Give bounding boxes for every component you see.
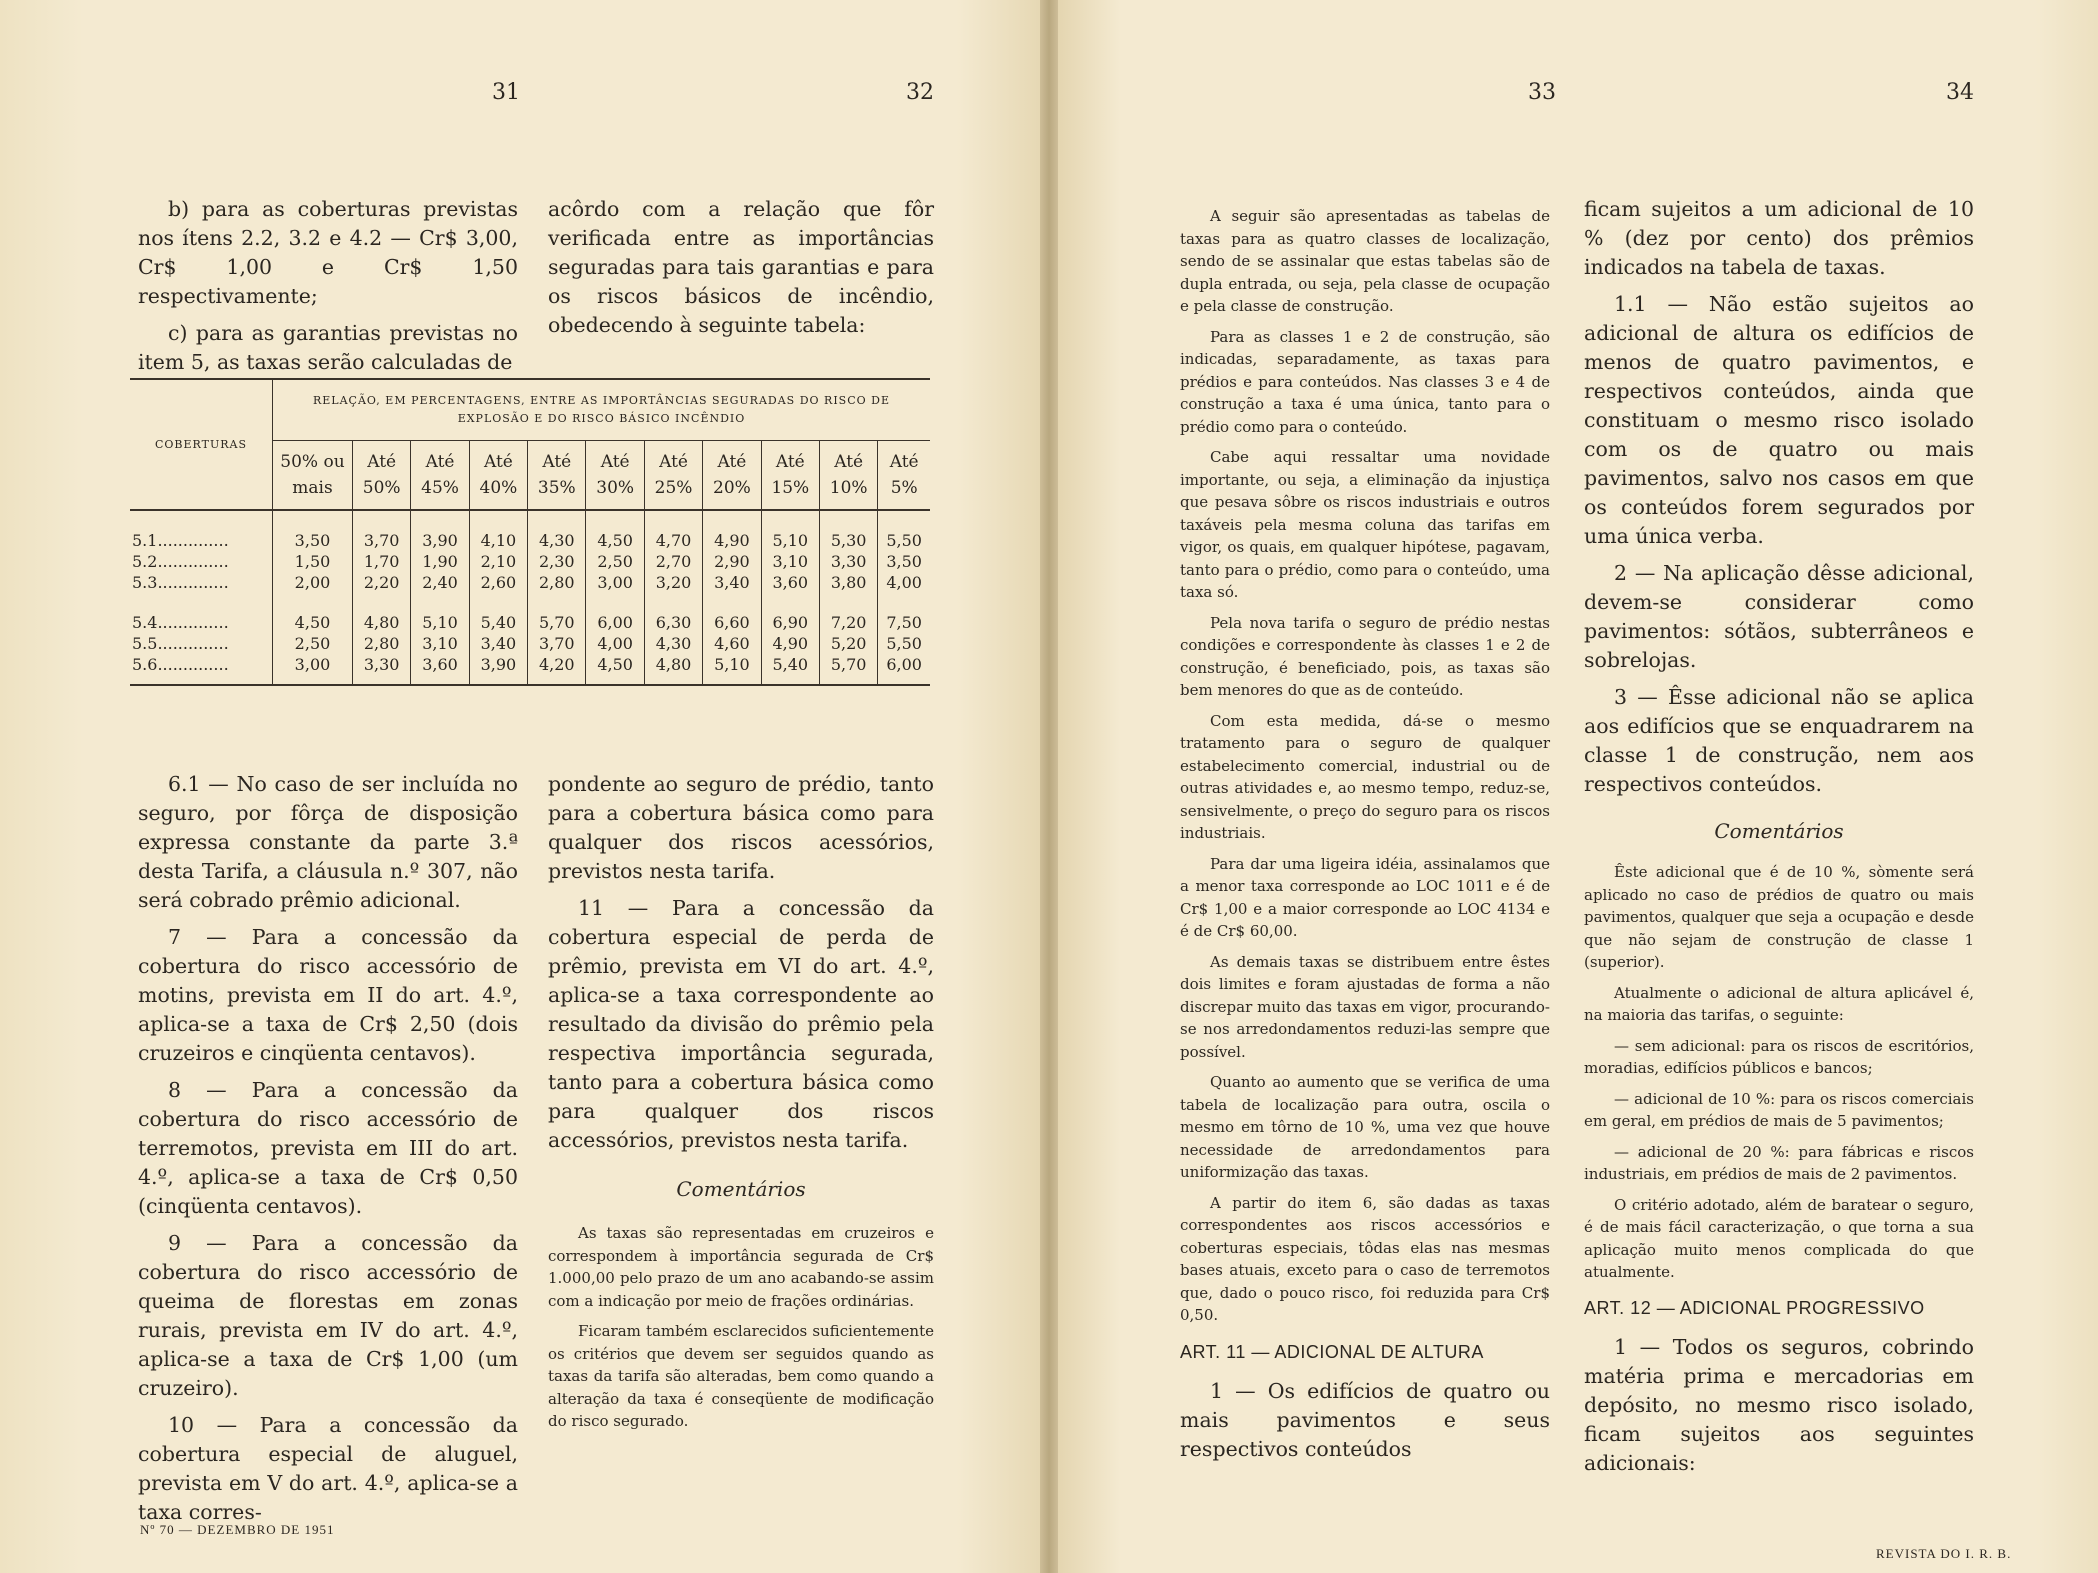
paragraph-8: 8 — Para a concessão da cobertura do risco accessório de terremotos, prevista em III do art. 4.º, aplica-se a taxa de Cr$ 0,50 (cinqüenta centavos). <box>138 1078 518 1218</box>
table-cell: 4,70 <box>644 510 702 551</box>
right-col1 <box>1180 205 1550 1472</box>
table-header: Até 20% <box>703 441 761 511</box>
paragraph-3: 3 — Êsse adicional não se aplica aos edifícios que se enquadrarem na classe 1 de construção, nem aos respectivos conteúdos. <box>1584 685 1974 796</box>
table-cell: 2,70 <box>644 551 702 572</box>
table-cell: 6,00 <box>586 593 644 633</box>
paragraph: Pela nova tarifa o seguro de prédio nestas condições e correspondente às classes 1 e 2 de construção, é beneficiado, pois, as taxas são bem menores do que as de conteúdo. <box>1180 613 1550 699</box>
art-11-paragraph-1: 1 — Os edifícios de quatro ou mais pavimentos e seus respectivos conteúdos <box>1180 1379 1550 1461</box>
table-body <box>130 510 930 685</box>
table-cell: 4,60 <box>703 633 761 654</box>
table-cell: 5,70 <box>528 593 586 633</box>
table-cell: 1,70 <box>352 551 410 572</box>
table-cell: 6,00 <box>878 654 930 685</box>
table-row <box>130 551 930 572</box>
table-cell: 5,30 <box>819 510 877 551</box>
table-cell: 3,10 <box>761 551 819 572</box>
paragraph-6-1: 6.1 — No caso de ser incluída no seguro, por fôrça de disposição expressa constante da parte 3.ª desta Tarifa, a cláusula n.º 307, não será cobrado prêmio adicional. <box>138 772 518 912</box>
paragraph: A seguir são apresentadas as tabelas de taxas para as quatro classes de localização, sendo de se assinalar que estas tabelas são de dupla entrada, ou seja, pela classe de ocupação e pela classe de construção. <box>1180 207 1550 315</box>
paragraph-1-1: 1.1 — Não estão sujeitos ao adicional de altura os edifícios de menos de quatro pavimentos, e respectivos conteúdos, ainda que constituam o mesmo risco isolado com os de quatro ou mais pavimentos, salvo nos casos em que os conteúdos forem segurados por uma única verba. <box>1584 292 1974 548</box>
table-header: Até 35% <box>528 441 586 511</box>
table-cell: 2,80 <box>528 572 586 593</box>
table-cell: 5,40 <box>469 593 527 633</box>
paragraph: Para dar uma ligeira idéia, assinalamos que a menor taxa corresponde ao LOC 1011 e é de Cr$ 1,00 e a maior corresponde ao LOC 4134 e é de Cr$ 60,00. <box>1180 854 1550 940</box>
table-cell: 2,80 <box>352 633 410 654</box>
comment-right: Atualmente o adicional de altura aplicável é, na maioria das tarifas, o seguinte: <box>1584 983 1974 1024</box>
table-cell: 3,20 <box>644 572 702 593</box>
table-cell: 3,60 <box>411 654 469 685</box>
table-header: Até 45% <box>411 441 469 511</box>
table-cell: 6,90 <box>761 593 819 633</box>
table-header: Até 25% <box>644 441 702 511</box>
table-cell: 7,50 <box>878 593 930 633</box>
paragraph-7: 7 — Para a concessão da cobertura do risco accessório de motins, prevista em II do art. 4.º, aplica-se a taxa de Cr$ 2,50 (dois cruzeiros e cinqüenta centavos). <box>138 925 518 1065</box>
table-cell: 4,30 <box>644 633 702 654</box>
table-cell: 4,10 <box>469 510 527 551</box>
table-header: Até 5% <box>878 441 930 511</box>
table-cell: 5,20 <box>819 633 877 654</box>
paragraph: Cabe aqui ressaltar uma novidade importante, ou seja, a eliminação da injustiça que pesava sôbre os riscos industriais e outros taxáveis pela mesma coluna das tarifas em vigor, os quais, em qualquer hipótese, pagavam, tanto para o prédio, como para o conteúdo, uma taxa só. <box>1180 448 1550 601</box>
table-row <box>130 633 930 654</box>
table-header: Até 50% <box>352 441 410 511</box>
paragraph-2: 2 — Na aplicação dêsse adicional, devem-se considerar como pavimentos: sótãos, subterrâneos e sobrelojas. <box>1584 561 1974 672</box>
table-cell: 4,80 <box>352 593 410 633</box>
table-cell: 3,90 <box>411 510 469 551</box>
table-cell: 5,50 <box>878 510 930 551</box>
comment-right: Êste adicional que é de 10 %, sòmente será aplicado no caso de prédios de quatro ou mais pavimentos, qualquer que seja a ocupação e desde que não sejam de construção de classe 1 (superior). <box>1584 863 1974 971</box>
paragraph: Para as classes 1 e 2 de construção, são indicadas, separadamente, as taxas para prédios e para conteúdos. Nas classes 3 e 4 de construção a taxa é uma única, tanto para o prédio como para o conteúdo. <box>1180 327 1550 436</box>
table-cell: 6,30 <box>644 593 702 633</box>
table-header: Até 30% <box>586 441 644 511</box>
table-cell: 5,10 <box>703 654 761 685</box>
table-cell: 5,10 <box>411 593 469 633</box>
table-col-label: COBERTURAS <box>130 380 273 510</box>
table-header: 50% ou mais <box>273 441 353 511</box>
table-cell: 5,40 <box>761 654 819 685</box>
table-cell: 3,70 <box>528 633 586 654</box>
table-cell: 2,20 <box>352 572 410 593</box>
paragraph-b: b) para as coberturas previstas nos ítens 2.2, 3.2 e 4.2 — Cr$ 3,00, Cr$ 1,00 e Cr$ 1,50 respectivamente; <box>138 197 518 308</box>
table-header: Até 10% <box>819 441 877 511</box>
comment-left-1: As taxas são representadas em cruzeiros e correspondem à importância segurada de Cr$ 1.000,00 pelo prazo de um ano acabando-se assim com a indicação por meio de frações ordinárias. <box>548 1224 934 1310</box>
comment-right-item: — adicional de 20 %: para fábricas e riscos industriais, em prédios de mais de 2 pavimentos. <box>1584 1142 1974 1183</box>
art-11-heading: ART. 11 — ADICIONAL DE ALTURA <box>1180 1341 1484 1362</box>
table-cell: 1,90 <box>411 551 469 572</box>
table-cell: 3,50 <box>273 510 353 551</box>
table-cell: 4,90 <box>761 633 819 654</box>
left-bottom-col1 <box>138 770 518 1535</box>
table-cell: 3,30 <box>819 551 877 572</box>
art-12-heading: ART. 12 — ADICIONAL PROGRESSIVO <box>1584 1297 1925 1318</box>
row-label: 5.3.............. <box>132 573 229 592</box>
paragraph-c-continued: acôrdo com a relação que fôr verificada entre as importâncias seguradas para tais garantias e para os riscos básicos de incêndio, obedecendo à seguinte tabela: <box>548 197 934 337</box>
rates-table <box>130 378 930 686</box>
table-cell: 2,30 <box>528 551 586 572</box>
table-cell: 7,20 <box>819 593 877 633</box>
table-cell: 4,00 <box>586 633 644 654</box>
row-label: 5.5.............. <box>132 634 229 653</box>
comments-heading-left: Comentários <box>676 1177 806 1201</box>
row-label: 5.4.............. <box>132 613 229 632</box>
page-number-32: 32 <box>906 80 934 105</box>
table-header: Até 40% <box>469 441 527 511</box>
table-cell: 3,40 <box>469 633 527 654</box>
table-cell: 4,50 <box>586 510 644 551</box>
table-span-header: RELAÇÃO, EM PERCENTAGENS, ENTRE AS IMPORTÂNCIAS SEGURADAS DO RISCO DE EXPLOSÃO E DO RISCO BÁSICO INCÊNDIO <box>273 380 931 441</box>
comment-right-item: — adicional de 10 %: para os riscos comerciais em geral, em prédios de mais de 5 pavimentos; <box>1584 1089 1974 1130</box>
right-col2 <box>1584 195 1974 1486</box>
table-cell: 3,10 <box>411 633 469 654</box>
art-12-paragraph-1: 1 — Todos os seguros, cobrindo matéria prima e mercadorias em depósito, no mesmo risco isolado, ficam sujeitos aos seguintes adicionais: <box>1584 1334 1974 1475</box>
table-row <box>130 593 930 633</box>
footer-issue: Nº 70 — DEZEMBRO DE 1951 <box>140 1522 335 1537</box>
paragraph-11: 11 — Para a concessão da cobertura especial de perda de prêmio, prevista em VI do art. 4.º, aplica-se a taxa correspondente ao resultado da divisão do prêmio pela respectiva importância segurada, tanto para a cobertura básica como para qualquer dos riscos accessórios, previstos nesta tarifa. <box>548 896 934 1152</box>
table-header: Até 15% <box>761 441 819 511</box>
table-cell: 5,50 <box>878 633 930 654</box>
table-cell: 2,60 <box>469 572 527 593</box>
table-cell: 4,50 <box>273 593 353 633</box>
table-cell: 2,40 <box>411 572 469 593</box>
table-row <box>130 654 930 685</box>
page-number-31: 31 <box>492 80 520 105</box>
footer-journal: REVISTA DO I. R. B. <box>1876 1546 2012 1561</box>
comment-right: O critério adotado, além de baratear o seguro, é de mais fácil caracterização, o que torna a sua aplicação muito menos complicada do que atualmente. <box>1584 1195 1974 1281</box>
table-cell: 5,10 <box>761 510 819 551</box>
table-cell: 3,00 <box>586 572 644 593</box>
table-cell: 4,00 <box>878 572 930 593</box>
paragraph: Com esta medida, dá-se o mesmo tratamento para o seguro de qualquer estabelecimento comercial, industrial ou de outras atividades e, ao mesmo tempo, reduz-se, sensivelmente, o preço do seguro para os riscos industriais. <box>1180 711 1550 842</box>
table-cell: 5,70 <box>819 654 877 685</box>
table-cell: 2,50 <box>273 633 353 654</box>
table-cell: 4,20 <box>528 654 586 685</box>
table-cell: 4,90 <box>703 510 761 551</box>
table-cell: 3,60 <box>761 572 819 593</box>
table-cell: 4,80 <box>644 654 702 685</box>
right-page <box>1058 0 2098 1573</box>
table-cell: 3,30 <box>352 654 410 685</box>
page-number-33: 33 <box>1528 80 1556 105</box>
paragraph: A partir do item 6, são dadas as taxas correspondentes aos riscos accessórios e coberturas especiais, tôdas elas nas mesmas bases atuais, exceto para o caso de terremotos que, dado o pouco risco, foi reduzida para Cr$ 0,50. <box>1180 1193 1550 1324</box>
table-cell: 1,50 <box>273 551 353 572</box>
table-cell: 2,90 <box>703 551 761 572</box>
paragraph-9: 9 — Para a concessão da cobertura do risco accessório de queima de florestas em zonas rurais, prevista em IV do art. 4.º, aplica-se a taxa de Cr$ 1,00 (um cruzeiro). <box>138 1231 518 1400</box>
row-label: 5.1.............. <box>132 531 229 550</box>
table-row <box>130 572 930 593</box>
table-cell: 2,00 <box>273 572 353 593</box>
table-cell: 3,00 <box>273 654 353 685</box>
paragraph: As demais taxas se distribuem entre êstes dois limites e foram ajustadas de forma a não discrepar muito das taxas em vigor, procurando-se nos arredondamentos reduzi-las sempre que possível. <box>1180 952 1550 1061</box>
table-cell: 2,10 <box>469 551 527 572</box>
table-cell: 2,50 <box>586 551 644 572</box>
row-label: 5.6.............. <box>130 654 273 685</box>
table-cell: 3,50 <box>878 551 930 572</box>
paragraph-10-continued: pondente ao seguro de prédio, tanto para a cobertura básica como para qualquer dos riscos acessórios, previstos nesta tarifa. <box>548 772 934 883</box>
paragraph-c: c) para as garantias previstas no item 5, as taxas serão calculadas de <box>138 321 518 374</box>
left-bottom-col2 <box>548 770 934 1441</box>
left-page <box>0 0 1040 1573</box>
comment-right-item: — sem adicional: para os riscos de escritórios, moradias, edifícios públicos e bancos; <box>1584 1036 1974 1077</box>
table-cell: 3,90 <box>469 654 527 685</box>
table-cell: 3,80 <box>819 572 877 593</box>
book-gutter <box>1040 0 1058 1573</box>
paragraph: Quanto ao aumento que se verifica de uma tabela de localização para outra, oscila o mesmo em tôrno de 10 %, uma vez que houve necessidade de arredondamentos para uniformização das taxas. <box>1180 1073 1550 1181</box>
comment-left-2: Ficaram também esclarecidos suficientemente os critérios que devem ser seguidos quando as taxas da tarifa são alteradas, bem como quando a alteração da taxa é conseqüente de modificação do risco segurado. <box>548 1322 934 1430</box>
page-number-34: 34 <box>1946 80 1974 105</box>
table-cell: 4,50 <box>586 654 644 685</box>
table-cell: 3,70 <box>352 510 410 551</box>
paragraph-10: 10 — Para a concessão da cobertura especial de aluguel, prevista em V do art. 4.º, aplica-se a taxa corres- <box>138 1413 518 1524</box>
table-row <box>130 510 930 551</box>
comments-heading-right: Comentários <box>1714 819 1844 843</box>
paragraph: ficam sujeitos a um adicional de 10 % (dez por cento) dos prêmios indicados na tabela de taxas. <box>1584 197 1974 279</box>
left-top-col2 <box>548 195 934 348</box>
table-cell: 4,30 <box>528 510 586 551</box>
table-cell: 6,60 <box>703 593 761 633</box>
table-cell: 3,40 <box>703 572 761 593</box>
left-top-col1 <box>138 195 518 385</box>
row-label: 5.2.............. <box>132 552 229 571</box>
